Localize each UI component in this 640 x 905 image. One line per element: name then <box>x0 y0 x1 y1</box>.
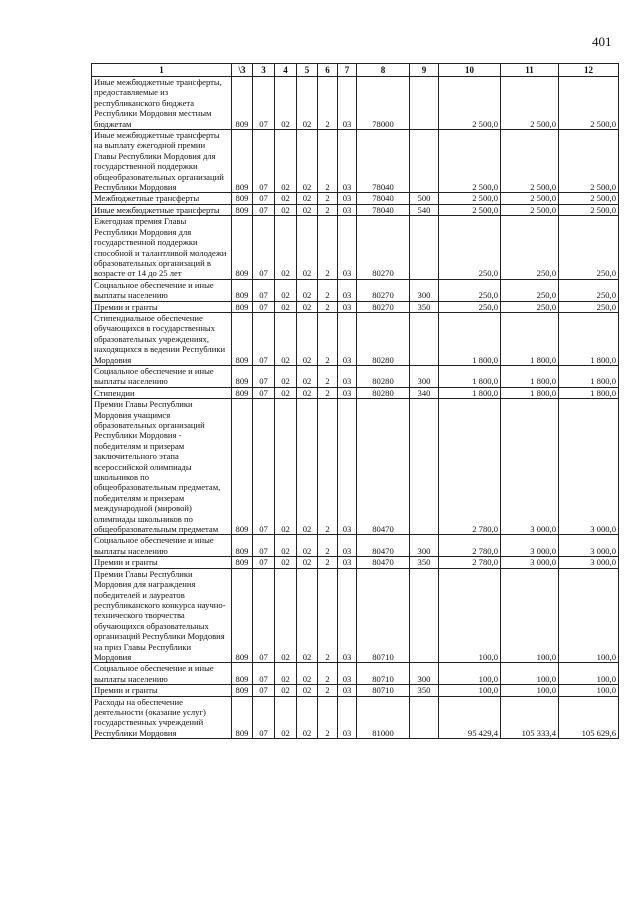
row-value-cell: 07 <box>253 557 275 568</box>
row-value-cell: 02 <box>275 535 297 557</box>
row-name-cell: Премии и гранты <box>92 557 232 568</box>
row-value-cell: 2 <box>318 663 338 685</box>
row-value-cell: 3 000,0 <box>501 535 559 557</box>
header-cell: 11 <box>501 64 559 77</box>
row-value-cell: 03 <box>338 77 357 130</box>
row-value-cell: 02 <box>297 696 318 739</box>
row-value-cell: 07 <box>253 216 275 279</box>
row-value-cell: 03 <box>338 557 357 568</box>
row-value-cell: 2 <box>318 77 338 130</box>
table-row <box>92 663 619 685</box>
row-value-cell: 02 <box>275 568 297 663</box>
row-value-cell: 105 629,6 <box>559 696 619 739</box>
table-row <box>92 399 619 535</box>
row-value-cell: 340 <box>410 387 439 398</box>
row-value-cell: 03 <box>338 387 357 398</box>
row-value-cell: 03 <box>338 399 357 535</box>
row-value-cell: 809 <box>232 365 253 387</box>
row-value-cell: 07 <box>253 568 275 663</box>
row-value-cell <box>410 216 439 279</box>
header-cell: 12 <box>559 64 619 77</box>
header-cell: 1 <box>92 64 232 77</box>
row-value-cell: 07 <box>253 399 275 535</box>
row-value-cell: 2 500,0 <box>439 204 501 215</box>
row-value-cell: 03 <box>338 193 357 204</box>
row-value-cell: 2 <box>318 685 338 696</box>
row-value-cell: 80270 <box>357 216 410 279</box>
row-value-cell: 03 <box>338 696 357 739</box>
row-value-cell: 809 <box>232 77 253 130</box>
row-value-cell: 95 429,4 <box>439 696 501 739</box>
header-cell: 5 <box>297 64 318 77</box>
row-value-cell: 2 780,0 <box>439 557 501 568</box>
row-value-cell: 809 <box>232 399 253 535</box>
row-value-cell: 2 <box>318 312 338 365</box>
row-value-cell: 03 <box>338 685 357 696</box>
row-value-cell: 250,0 <box>559 216 619 279</box>
row-value-cell: 100,0 <box>559 568 619 663</box>
row-value-cell: 02 <box>297 216 318 279</box>
header-cell: 7 <box>338 64 357 77</box>
row-value-cell: 80280 <box>357 387 410 398</box>
row-value-cell: 81000 <box>357 696 410 739</box>
row-value-cell: 2 500,0 <box>501 204 559 215</box>
row-value-cell: 300 <box>410 663 439 685</box>
row-value-cell: 03 <box>338 663 357 685</box>
row-value-cell: 03 <box>338 365 357 387</box>
row-value-cell: 2 <box>318 535 338 557</box>
row-value-cell: 07 <box>253 204 275 215</box>
row-name-cell: Премии и гранты <box>92 301 232 312</box>
row-name-cell: Иные межбюджетные трансферты на выплату ежегодной премии Главы Республики Мордовия для государственной поддержки общеобразовательных организаций Республики Мордовия <box>92 130 232 193</box>
page-number: 401 <box>592 34 612 49</box>
row-value-cell: 809 <box>232 557 253 568</box>
row-name-cell: Премии Главы Республики Мордовия для награждения победителей и лауреатов республиканского конкурса научно-технического творчества обучающихся образовательных организаций Республики Мордовия на приз Главы Республики Мордовия <box>92 568 232 663</box>
row-value-cell: 02 <box>275 312 297 365</box>
row-value-cell: 100,0 <box>439 663 501 685</box>
row-value-cell: 02 <box>275 301 297 312</box>
row-value-cell: 02 <box>297 535 318 557</box>
row-value-cell: 03 <box>338 535 357 557</box>
table-row <box>92 216 619 279</box>
row-value-cell: 02 <box>275 204 297 215</box>
table-row <box>92 130 619 193</box>
row-value-cell: 2 <box>318 365 338 387</box>
row-name-cell: Иные межбюджетные трансферты <box>92 204 232 215</box>
row-value-cell: 03 <box>338 279 357 301</box>
row-value-cell: 100,0 <box>559 663 619 685</box>
row-value-cell: 02 <box>297 387 318 398</box>
row-value-cell: 100,0 <box>501 568 559 663</box>
row-value-cell: 07 <box>253 365 275 387</box>
header-cell: 9 <box>410 64 439 77</box>
row-value-cell: 2 <box>318 301 338 312</box>
row-value-cell: 500 <box>410 193 439 204</box>
row-value-cell: 2 <box>318 279 338 301</box>
row-value-cell: 2 500,0 <box>559 204 619 215</box>
row-value-cell: 02 <box>297 399 318 535</box>
row-value-cell: 07 <box>253 535 275 557</box>
row-value-cell: 3 000,0 <box>559 557 619 568</box>
row-value-cell: 02 <box>297 685 318 696</box>
row-value-cell: 250,0 <box>501 301 559 312</box>
row-value-cell: 07 <box>253 387 275 398</box>
table-row <box>92 557 619 568</box>
row-value-cell: 2 780,0 <box>439 399 501 535</box>
header-cell: 6 <box>318 64 338 77</box>
row-value-cell: 02 <box>275 216 297 279</box>
row-name-cell: Премии и гранты <box>92 685 232 696</box>
row-value-cell: 2 <box>318 387 338 398</box>
row-value-cell: 1 800,0 <box>439 387 501 398</box>
row-value-cell: 809 <box>232 685 253 696</box>
row-value-cell: 2 500,0 <box>439 77 501 130</box>
row-value-cell: 2 <box>318 204 338 215</box>
row-value-cell: 02 <box>297 365 318 387</box>
row-value-cell <box>410 130 439 193</box>
row-name-cell: Премии Главы Республики Мордовия учащимся образовательных организаций Республики Мордовия - победителям и призерам заключительного этапа всероссийской олимпиады школьников по общеобразовательным предметам, победителям и призерам международной (мировой) олимпиады школьников по общеобразовательным предметам <box>92 399 232 535</box>
row-name-cell: Стипендиальное обеспечение обучающихся в государственных образовательных учреждениях, находящихся в ведении Республики Мордовия <box>92 312 232 365</box>
row-name-cell: Социальное обеспечение и иные выплаты населению <box>92 663 232 685</box>
row-value-cell: 78040 <box>357 204 410 215</box>
row-value-cell: 2 500,0 <box>501 130 559 193</box>
row-value-cell: 3 000,0 <box>559 399 619 535</box>
row-value-cell: 80270 <box>357 279 410 301</box>
row-value-cell: 2 780,0 <box>439 535 501 557</box>
row-value-cell: 350 <box>410 301 439 312</box>
row-value-cell: 100,0 <box>439 685 501 696</box>
row-value-cell: 809 <box>232 204 253 215</box>
row-value-cell: 2 500,0 <box>439 193 501 204</box>
row-value-cell: 3 000,0 <box>559 535 619 557</box>
row-value-cell: 02 <box>275 130 297 193</box>
row-value-cell: 809 <box>232 130 253 193</box>
row-value-cell: 2 <box>318 568 338 663</box>
row-value-cell: 80280 <box>357 365 410 387</box>
row-value-cell: 03 <box>338 301 357 312</box>
table-row <box>92 535 619 557</box>
row-value-cell: 2 <box>318 130 338 193</box>
row-value-cell: 2 <box>318 193 338 204</box>
row-value-cell: 07 <box>253 663 275 685</box>
row-value-cell: 02 <box>275 387 297 398</box>
row-value-cell: 105 333,4 <box>501 696 559 739</box>
table-row <box>92 365 619 387</box>
row-value-cell: 02 <box>297 557 318 568</box>
row-value-cell: 80270 <box>357 301 410 312</box>
row-value-cell: 809 <box>232 216 253 279</box>
row-value-cell: 809 <box>232 301 253 312</box>
row-value-cell: 02 <box>275 663 297 685</box>
header-cell: 3 <box>253 64 275 77</box>
row-value-cell: 07 <box>253 279 275 301</box>
row-value-cell: 540 <box>410 204 439 215</box>
row-value-cell: 02 <box>275 685 297 696</box>
row-name-cell: Расходы на обеспечение деятельности (оказание услуг) государственных учреждений Республики Мордовия <box>92 696 232 739</box>
row-value-cell <box>410 696 439 739</box>
row-value-cell: 300 <box>410 279 439 301</box>
row-value-cell: 02 <box>275 279 297 301</box>
row-value-cell: 02 <box>297 77 318 130</box>
row-value-cell: 809 <box>232 312 253 365</box>
row-value-cell: 1 800,0 <box>501 387 559 398</box>
row-value-cell: 80470 <box>357 557 410 568</box>
row-value-cell: 02 <box>297 279 318 301</box>
row-value-cell: 1 800,0 <box>501 312 559 365</box>
row-value-cell: 03 <box>338 204 357 215</box>
row-name-cell: Ежегодная премия Главы Республики Мордовия для государственной поддержки способной и талантливой молодежи образовательных организаций в возрасте от 14 до 25 лет <box>92 216 232 279</box>
row-name-cell: Межбюджетные трансферты <box>92 193 232 204</box>
row-value-cell: 250,0 <box>559 279 619 301</box>
row-value-cell: 100,0 <box>439 568 501 663</box>
row-value-cell: 02 <box>275 193 297 204</box>
header-cell: 10 <box>439 64 501 77</box>
header-row <box>92 64 619 77</box>
header-cell: \3 <box>232 64 253 77</box>
row-value-cell: 100,0 <box>501 663 559 685</box>
row-value-cell: 07 <box>253 312 275 365</box>
row-value-cell: 02 <box>297 312 318 365</box>
row-value-cell: 100,0 <box>501 685 559 696</box>
table-body <box>92 77 619 739</box>
row-value-cell: 02 <box>297 204 318 215</box>
row-value-cell: 2 500,0 <box>501 193 559 204</box>
row-value-cell: 250,0 <box>559 301 619 312</box>
row-value-cell: 250,0 <box>439 279 501 301</box>
row-value-cell: 809 <box>232 279 253 301</box>
row-value-cell: 02 <box>297 568 318 663</box>
header-cell: 4 <box>275 64 297 77</box>
row-value-cell: 80280 <box>357 312 410 365</box>
row-value-cell <box>410 399 439 535</box>
row-value-cell: 78040 <box>357 193 410 204</box>
row-value-cell: 07 <box>253 696 275 739</box>
row-value-cell: 250,0 <box>501 216 559 279</box>
row-name-cell: Стипендии <box>92 387 232 398</box>
row-value-cell: 2 500,0 <box>501 77 559 130</box>
table-row <box>92 204 619 215</box>
row-value-cell: 250,0 <box>439 301 501 312</box>
row-value-cell: 07 <box>253 130 275 193</box>
row-value-cell: 78040 <box>357 130 410 193</box>
table-row <box>92 77 619 130</box>
row-value-cell: 03 <box>338 216 357 279</box>
row-value-cell: 02 <box>297 130 318 193</box>
row-value-cell: 1 800,0 <box>439 312 501 365</box>
table-row <box>92 696 619 739</box>
row-value-cell: 78000 <box>357 77 410 130</box>
row-value-cell: 07 <box>253 193 275 204</box>
row-value-cell: 2 <box>318 216 338 279</box>
row-value-cell: 3 000,0 <box>501 557 559 568</box>
row-name-cell: Социальное обеспечение и иные выплаты населению <box>92 535 232 557</box>
row-value-cell: 250,0 <box>439 216 501 279</box>
row-value-cell: 03 <box>338 130 357 193</box>
row-value-cell: 1 800,0 <box>559 312 619 365</box>
table-row <box>92 568 619 663</box>
row-value-cell: 2 500,0 <box>559 130 619 193</box>
table-row <box>92 312 619 365</box>
row-value-cell: 07 <box>253 77 275 130</box>
row-value-cell: 03 <box>338 568 357 663</box>
row-name-cell: Иные межбюджетные трансферты, предоставляемые из республиканского бюджета Республики Мордовия местным бюджетам <box>92 77 232 130</box>
row-value-cell: 02 <box>275 696 297 739</box>
row-value-cell: 02 <box>297 301 318 312</box>
row-value-cell: 809 <box>232 193 253 204</box>
row-value-cell: 80710 <box>357 685 410 696</box>
table-row <box>92 387 619 398</box>
row-value-cell: 1 800,0 <box>501 365 559 387</box>
row-value-cell: 300 <box>410 365 439 387</box>
row-value-cell: 809 <box>232 696 253 739</box>
row-name-cell: Социальное обеспечение и иные выплаты населению <box>92 279 232 301</box>
table-row <box>92 279 619 301</box>
row-value-cell <box>410 312 439 365</box>
row-value-cell: 2 <box>318 557 338 568</box>
row-value-cell: 02 <box>275 557 297 568</box>
row-value-cell: 2 <box>318 399 338 535</box>
header-cell: 8 <box>357 64 410 77</box>
table-row <box>92 301 619 312</box>
row-value-cell: 02 <box>297 193 318 204</box>
row-value-cell: 809 <box>232 568 253 663</box>
row-value-cell: 2 500,0 <box>559 193 619 204</box>
row-value-cell: 809 <box>232 535 253 557</box>
row-value-cell: 02 <box>275 365 297 387</box>
row-value-cell: 350 <box>410 557 439 568</box>
row-value-cell: 80710 <box>357 663 410 685</box>
row-value-cell: 2 500,0 <box>439 130 501 193</box>
row-value-cell: 02 <box>275 399 297 535</box>
row-value-cell: 03 <box>338 312 357 365</box>
row-value-cell: 100,0 <box>559 685 619 696</box>
row-name-cell: Социальное обеспечение и иные выплаты населению <box>92 365 232 387</box>
row-value-cell: 350 <box>410 685 439 696</box>
row-value-cell: 2 500,0 <box>559 77 619 130</box>
table-row <box>92 685 619 696</box>
row-value-cell: 80710 <box>357 568 410 663</box>
row-value-cell <box>410 568 439 663</box>
row-value-cell: 02 <box>297 663 318 685</box>
row-value-cell: 2 <box>318 696 338 739</box>
row-value-cell: 02 <box>275 77 297 130</box>
row-value-cell: 1 800,0 <box>439 365 501 387</box>
row-value-cell: 1 800,0 <box>559 387 619 398</box>
row-value-cell: 80470 <box>357 399 410 535</box>
row-value-cell: 3 000,0 <box>501 399 559 535</box>
budget-table <box>91 63 619 739</box>
row-value-cell: 809 <box>232 663 253 685</box>
row-value-cell: 809 <box>232 387 253 398</box>
row-value-cell: 07 <box>253 301 275 312</box>
row-value-cell: 07 <box>253 685 275 696</box>
row-value-cell: 300 <box>410 535 439 557</box>
row-value-cell: 250,0 <box>501 279 559 301</box>
row-value-cell <box>410 77 439 130</box>
table-row <box>92 193 619 204</box>
row-value-cell: 1 800,0 <box>559 365 619 387</box>
row-value-cell: 80470 <box>357 535 410 557</box>
